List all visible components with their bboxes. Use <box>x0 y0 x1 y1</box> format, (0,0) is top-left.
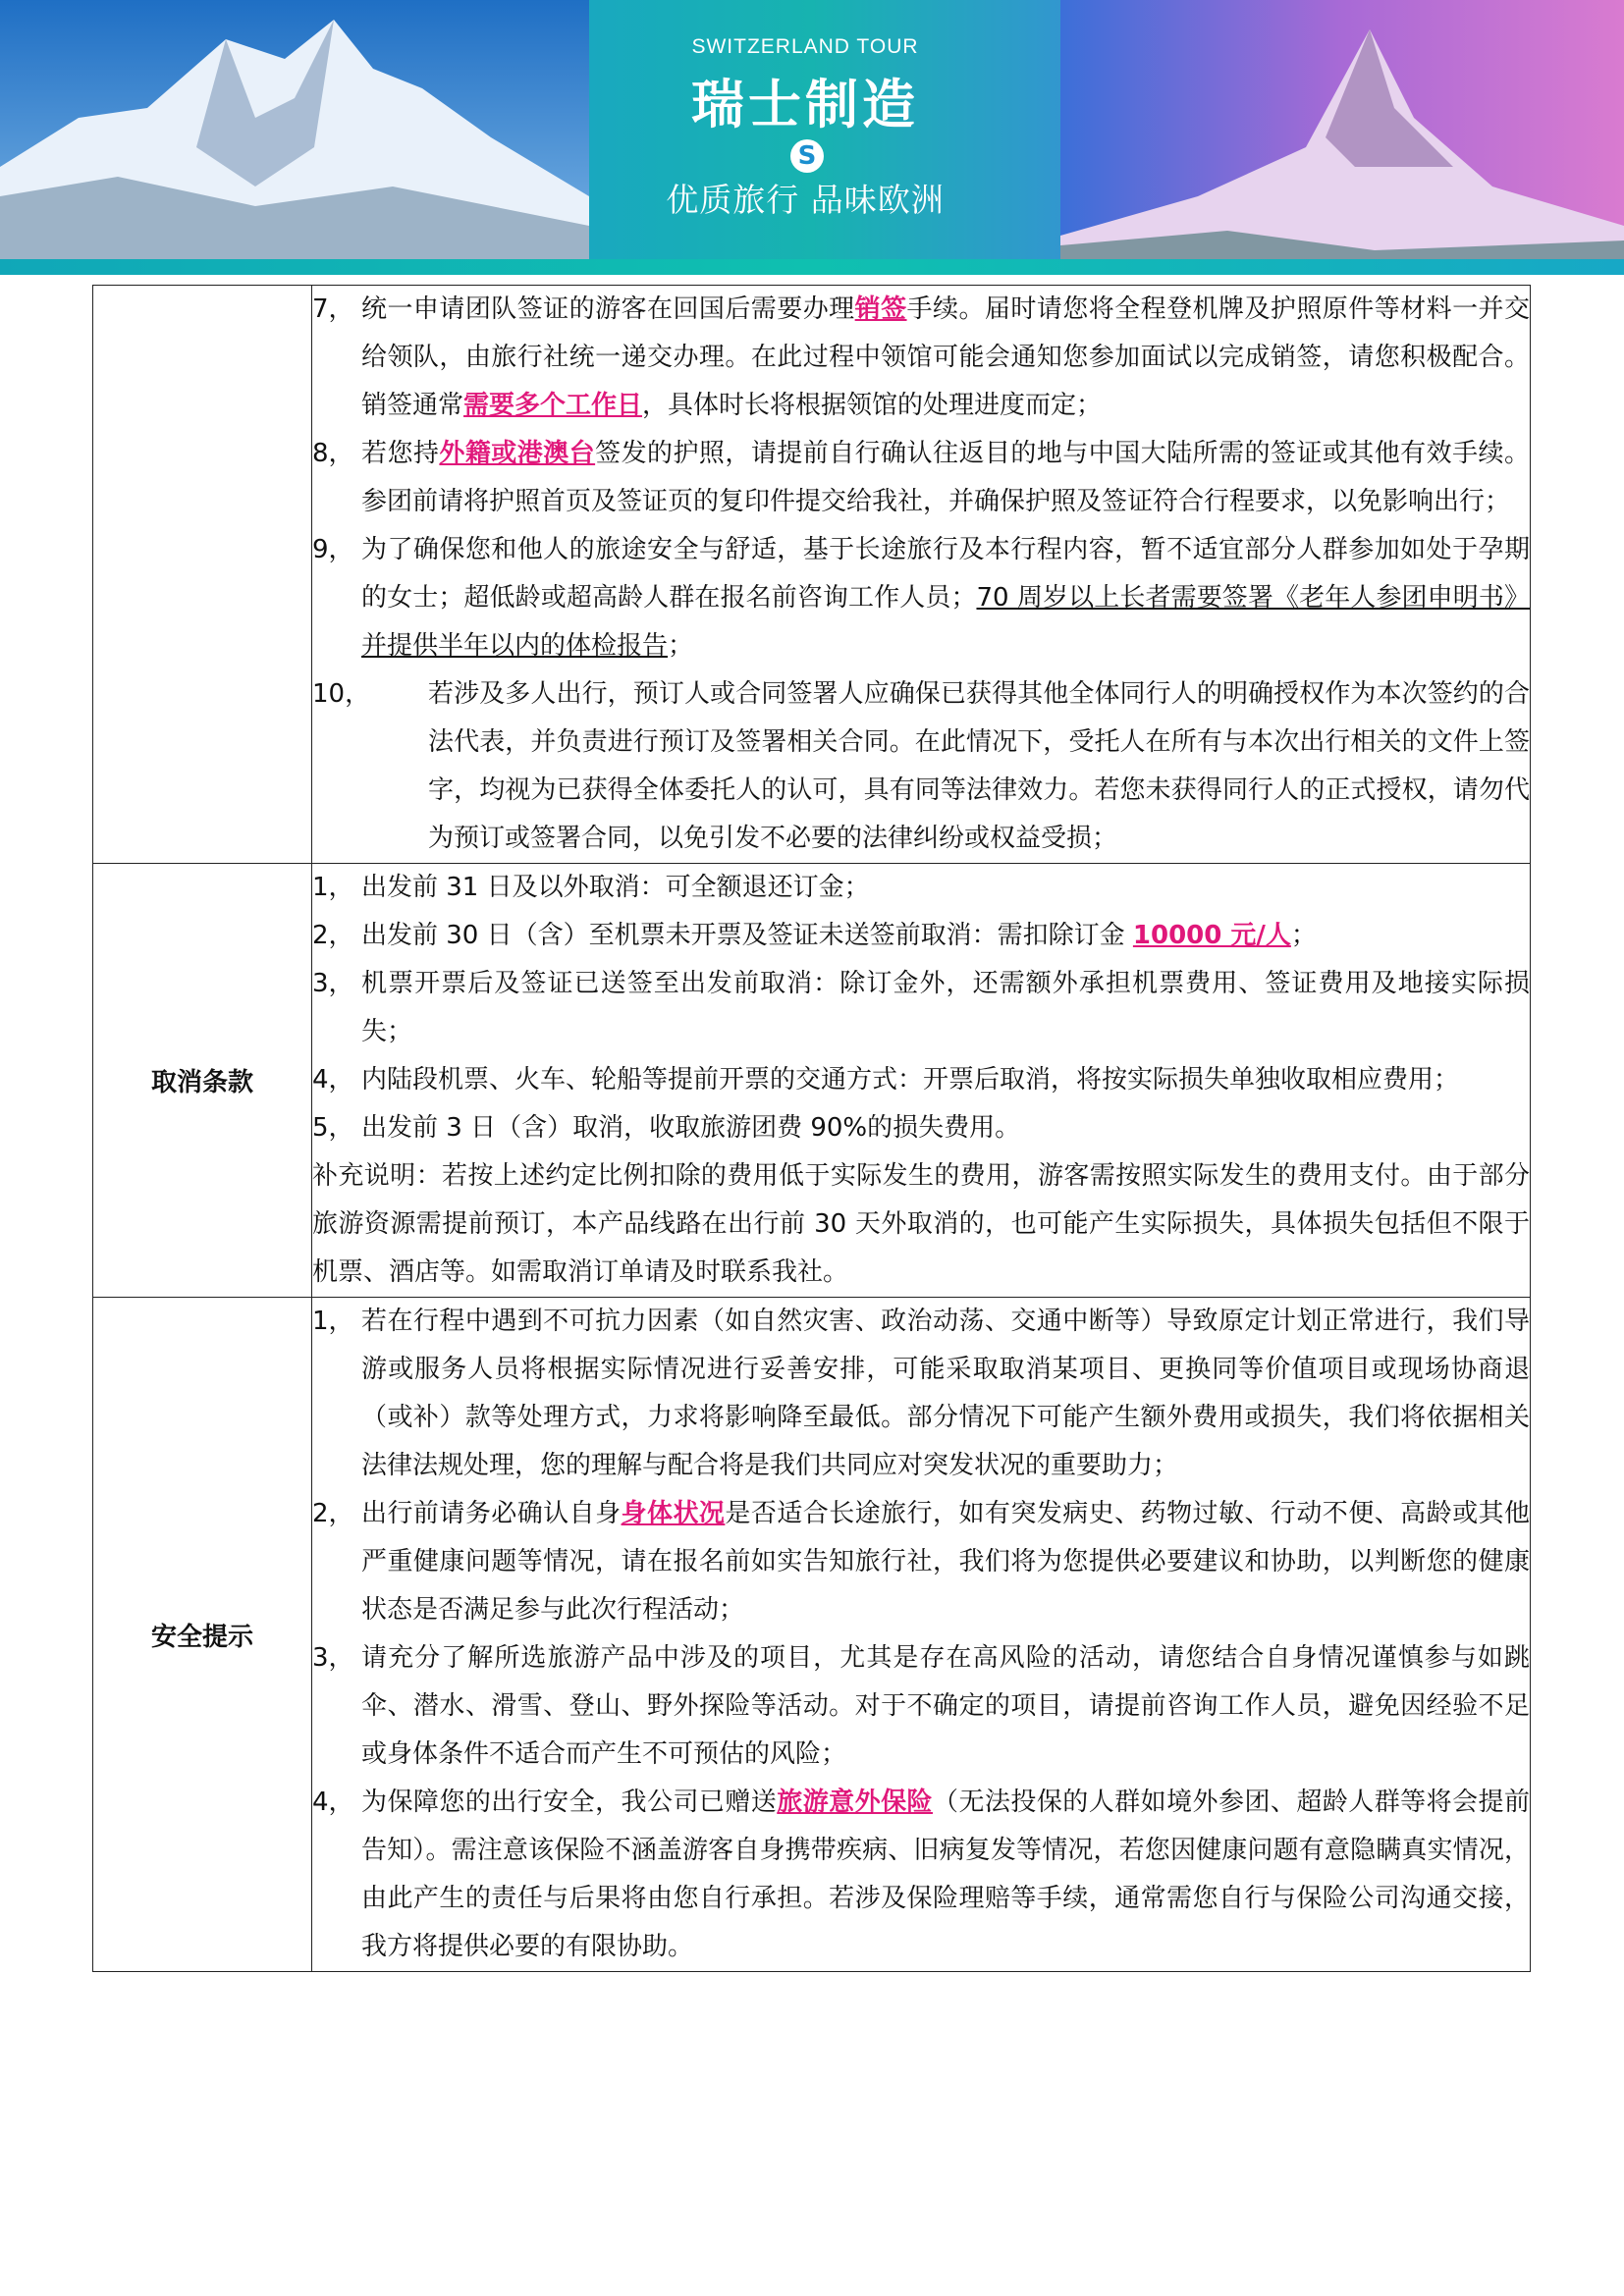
text-segment: 为保障您的出行安全，我公司已赠送 <box>361 1788 778 1817</box>
item-number: 1， <box>312 873 354 902</box>
cancel-item <box>312 912 1530 960</box>
notes-label-cell <box>93 286 312 864</box>
safety-label-cell <box>93 1298 312 1972</box>
item-number: 1， <box>312 1307 354 1336</box>
item-number: 2， <box>312 921 354 950</box>
cancel-item <box>312 864 1530 912</box>
emphasized-text: 70 周岁以上长者需要签署《老年人参团申明书》并提供半年以内的体检报告 <box>361 583 1530 661</box>
emphasized-text: 旅游意外保险 <box>777 1788 933 1817</box>
cancel-supplement: 补充说明：若按上述约定比例扣除的费用低于实际发生的费用，游客需按照实际发生的费用支付。由于部分旅游资源需提前预订，本产品线路在出行前 30 天外取消的，也可能产生实际损失，具体损失包括但不限于机票、酒店等。如需取消订单请及时联系我社。 <box>312 1161 1530 1287</box>
emphasized-text: 外籍或港澳台 <box>439 439 596 468</box>
item-text <box>361 526 1530 670</box>
emphasized-text: 需要多个工作日 <box>463 391 643 420</box>
text-segment: ； <box>1290 921 1317 950</box>
item-number: 8， <box>312 439 354 468</box>
safety-label: 安全提示 <box>150 1622 253 1652</box>
safety-row <box>93 1298 1531 1972</box>
text-segment: 统一申请团队签证的游客在回国后需要办理 <box>361 294 855 324</box>
header-banner <box>0 0 1624 275</box>
text-segment: ，具体时长将根据领馆的处理进度而定； <box>642 391 1103 420</box>
cancel-content-cell <box>312 864 1531 1298</box>
brand-block <box>550 0 1060 275</box>
item-text <box>361 1104 1530 1152</box>
notes-content-cell <box>312 286 1531 864</box>
item-text <box>361 864 1530 912</box>
emphasized-text: 10000 元/人 <box>1132 921 1291 950</box>
text-segment: 签发的护照，请提前自行确认往返目的地与中国大陆所需的签证或其他有效手续。参团前请将护照首页及签证页的复印件提交给我社，并确保护照及签证符合行程要求，以免影响出行； <box>361 439 1530 516</box>
text-segment: 出发前 30 日（含）至机票未开票及签证未送签前取消：需扣除订金 <box>361 921 1133 950</box>
item-text <box>361 1490 1530 1634</box>
item-text <box>428 670 1530 863</box>
notes-item <box>312 430 1530 526</box>
text-segment: 若在行程中遇到不可抗力因素（如自然灾害、政治动荡、交通中断等）导致原定计划正常进行，我们导游或服务人员将根据实际情况进行妥善安排，可能采取取消某项目、更换同等价值项目或现场协商退（或补）款等处理方式，力求将影响降至最低。部分情况下可能产生额外费用或损失，我们将依据相关法律法规处理，您的理解与配合将是我们共同应对突发状况的重要助力； <box>361 1307 1530 1480</box>
item-text <box>361 912 1530 960</box>
text-segment: ； <box>668 631 694 661</box>
item-number: 7， <box>312 294 354 324</box>
text-segment: 若您持 <box>361 439 440 468</box>
notes-item <box>312 526 1530 670</box>
notes-item <box>312 670 1530 863</box>
emphasized-text: 身体状况 <box>621 1499 726 1528</box>
cancel-item <box>312 1056 1530 1104</box>
text-segment: 是否适合长途旅行，如有突发病史、药物过敏、行动不便、高龄或其他严重健康问题等情况，请在报名前如实告知旅行社，我们将为您提供必要建议和协助，以判断您的健康状态是否满足参与此次行程活动； <box>361 1499 1530 1625</box>
text-segment: 出行前请务必确认自身 <box>361 1499 622 1528</box>
text-segment: 内陆段机票、火车、轮船等提前开票的交通方式：开票后取消，将按实际损失单独收取相应费用； <box>361 1065 1460 1095</box>
text-segment: 出发前 3 日（含）取消，收取旅游团费 90%的损失费用。 <box>361 1113 1021 1143</box>
item-number: 3， <box>312 1643 354 1673</box>
cancel-item <box>312 1104 1530 1152</box>
brand-slogan: 优质旅行 品味欧洲 <box>666 181 945 219</box>
item-text <box>361 960 1530 1056</box>
item-number: 4， <box>312 1065 354 1095</box>
safety-item <box>312 1779 1530 1971</box>
item-number: 5， <box>312 1113 354 1143</box>
text-segment: 机票开票后及签证已送签至出发前取消：除订金外，还需额外承担机票费用、签证费用及地接实际损失； <box>361 969 1530 1046</box>
item-text <box>361 1779 1530 1971</box>
terms-table <box>92 285 1531 1972</box>
cancel-item <box>312 960 1530 1056</box>
safety-item <box>312 1490 1530 1634</box>
safety-item <box>312 1298 1530 1490</box>
text-segment: 为了确保您和他人的旅途安全与舒适，基于长途旅行及本行程内容，暂不适宜部分人群参加如处于孕期的女士；超低龄或超高龄人群在报名前咨询工作人员； <box>361 535 1530 613</box>
text-segment: （无法投保的人群如境外参团、超龄人群等将会提前告知）。需注意该保险不涵盖游客自身携带疾病、旧病复发等情况，若您因健康问题有意隐瞒真实情况，由此产生的责任与后果将由您自行承担。若涉及保险理赔等手续，通常需您自行与保险公司沟通交接，我方将提供必要的有限协助。 <box>361 1788 1530 1961</box>
brand-subtitle: SWITZERLAND TOUR <box>691 35 919 58</box>
emphasized-text: 销签 <box>854 294 907 324</box>
text-segment: 若涉及多人出行，预订人或合同签署人应确保已获得其他全体同行人的明确授权作为本次签约的合法代表，并负责进行预订及签署相关合同。在此情况下，受托人在所有与本次出行相关的文件上签字，均视为已获得全体委托人的认可，具有同等法律效力。若您未获得同行人的正式授权，请勿代为预订或签署合同，以免引发不必要的法律纠纷或权益受损； <box>428 679 1530 853</box>
item-number: 9， <box>312 535 354 564</box>
text-segment: 手续。届时请您将全程登机牌及护照原件等材料一并交给领队，由旅行社统一递交办理。在此过程中领馆可能会通知您参加面试以完成销签，请您积极配合。销签通常 <box>361 294 1530 420</box>
item-number: 10， <box>312 679 371 709</box>
brand-logo-icon: S <box>790 139 824 173</box>
safety-content-cell <box>312 1298 1531 1972</box>
banner-stripe <box>0 259 1624 275</box>
item-number: 3， <box>312 969 354 998</box>
brand-title: 瑞士制造 <box>691 74 919 135</box>
cancel-row <box>93 864 1531 1298</box>
safety-item <box>312 1634 1530 1779</box>
notes-row <box>93 286 1531 864</box>
cancel-label: 取消条款 <box>150 1068 253 1097</box>
item-text <box>361 1298 1530 1490</box>
text-segment: 出发前 31 日及以外取消：可全额退还订金； <box>361 873 870 902</box>
text-segment: 请充分了解所选旅游产品中涉及的项目，尤其是存在高风险的活动，请您结合自身情况谨慎参与如跳伞、潜水、滑雪、登山、野外探险等活动。对于不确定的项目，请提前咨询工作人员，避免因经验不足或身体条件不适合而产生不可预估的风险； <box>361 1643 1530 1769</box>
item-number: 2， <box>312 1499 354 1528</box>
notes-item <box>312 286 1530 430</box>
item-text <box>361 286 1530 430</box>
cancel-label-cell <box>93 864 312 1298</box>
item-number: 4， <box>312 1788 354 1817</box>
item-text <box>361 430 1530 526</box>
item-text <box>361 1634 1530 1779</box>
item-text <box>361 1056 1530 1104</box>
